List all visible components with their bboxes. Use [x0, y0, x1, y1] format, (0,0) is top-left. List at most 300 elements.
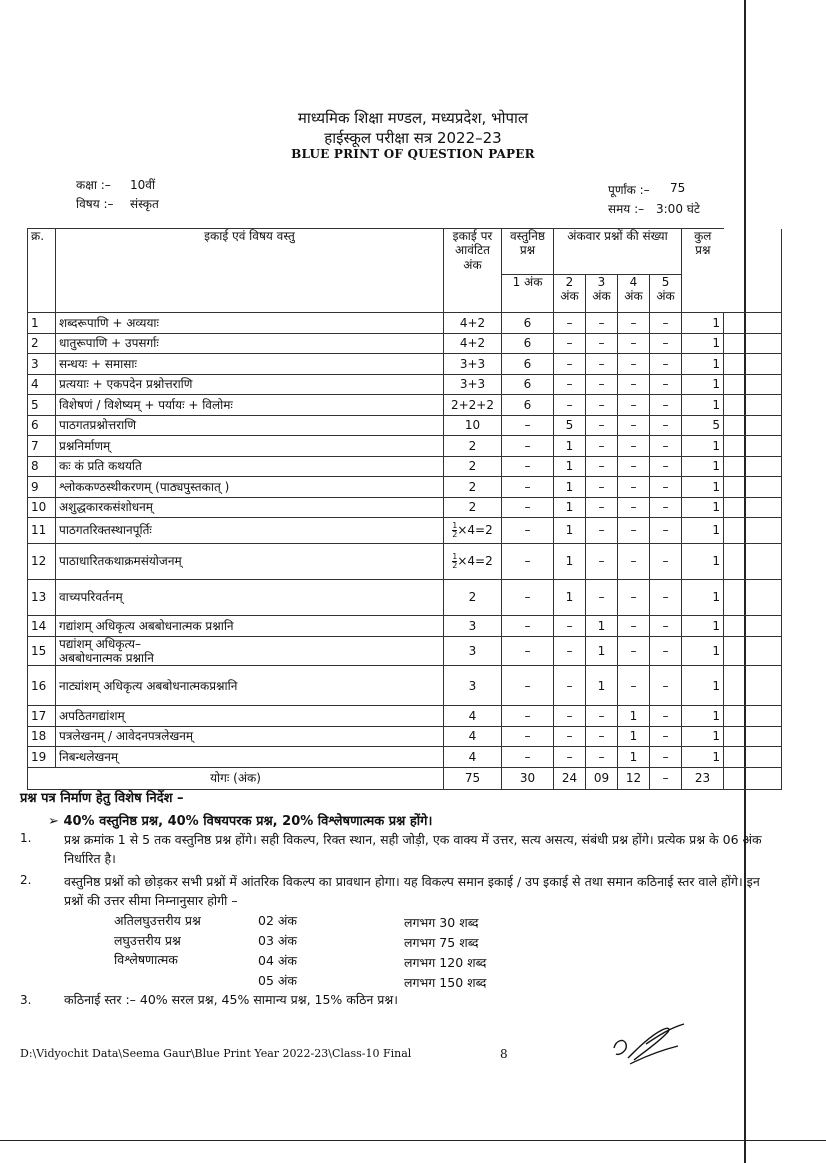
header-unit: इकाई एवं विषय वस्तु: [56, 229, 444, 313]
cell-allotted-marks: [444, 374, 502, 395]
exam-session: हाईस्कूल परीक्षा सत्र 2022–23: [324, 129, 502, 147]
cell-unit: [56, 726, 444, 747]
cell-4mark: –: [618, 354, 650, 375]
cell-objective: –: [502, 436, 554, 457]
cell-3mark: –: [586, 313, 618, 334]
cell-3mark: 1: [586, 616, 618, 637]
cell-allotted-marks: [444, 580, 502, 616]
unit-text: धातुरूपाणि + उपसर्गाः: [59, 336, 159, 351]
cell-4mark: –: [618, 333, 650, 354]
class-value: 10वीं: [130, 178, 156, 192]
cell-total: 1: [682, 636, 724, 666]
header-allotted-marks: इकाई पर आवंटित अंक: [444, 229, 502, 313]
table-row: [28, 333, 782, 354]
cell-unit: [56, 706, 444, 727]
cell-2mark: 1: [554, 518, 586, 544]
time-label: समय :–: [608, 202, 645, 216]
cell-4mark: –: [618, 544, 650, 580]
total-blank: [724, 767, 782, 789]
cell-allotted-marks: [444, 313, 502, 334]
cell-2mark: 1: [554, 456, 586, 477]
unit-text: अपठितगद्यांशम्: [59, 708, 125, 723]
cell-2mark: –: [554, 636, 586, 666]
cell-blank: [724, 415, 782, 436]
time-value: 3:00 घंटे: [656, 202, 700, 216]
cell-blank: [724, 477, 782, 498]
cell-objective: –: [502, 580, 554, 616]
cell-4mark: 1: [618, 747, 650, 768]
allotted-value: 4+2: [459, 315, 486, 330]
cell-blank: [724, 726, 782, 747]
cell-allotted-marks: [444, 706, 502, 727]
cell-3mark: 1: [586, 666, 618, 706]
cell-5mark: –: [650, 395, 682, 416]
cell-unit: [56, 636, 444, 666]
cell-5mark: –: [650, 354, 682, 375]
cell-objective: –: [502, 415, 554, 436]
unit-text: वाच्यपरिवर्तनम्: [59, 590, 123, 605]
unit-text: पाठगतप्रश्नोत्तराणि: [59, 418, 137, 433]
cell-total: 1: [682, 456, 724, 477]
cell-sn: 15: [28, 636, 56, 666]
unit-text: अशुद्धकारकसंशोधनम्: [59, 500, 153, 515]
page-bottom-line: [0, 1140, 826, 1141]
unit-text: पत्रलेखनम् / आवेदनपत्रलेखनम्: [59, 729, 194, 744]
total-2mark: 24: [554, 767, 586, 789]
allotted-value: 3: [468, 678, 477, 693]
cell-total: 1: [682, 726, 724, 747]
cell-total: 1: [682, 436, 724, 457]
cell-sn: 10: [28, 497, 56, 518]
unit-text: प्रत्ययाः + एकपदेन प्रश्नोत्तराणि: [59, 377, 193, 392]
subject-value: संस्कृत: [130, 197, 159, 211]
cell-sn: 4: [28, 374, 56, 395]
cell-sn: 6: [28, 415, 56, 436]
allotted-value: 3+3: [459, 377, 486, 392]
fraction-numerator: 1: [452, 552, 458, 561]
note-3: कठिनाई स्तर :– 40% सरल प्रश्न, 45% सामान्य प्रश्न, 15% कठिन प्रश्न।: [64, 992, 398, 1007]
cell-blank: [724, 456, 782, 477]
cell-3mark: 1: [586, 636, 618, 666]
cell-3mark: –: [586, 374, 618, 395]
cell-blank: [724, 544, 782, 580]
cell-5mark: –: [650, 544, 682, 580]
arrow-bullet-icon: ➢: [48, 814, 59, 829]
header-2mark: 2 अंक: [554, 275, 586, 313]
note-number-1: 1.: [20, 831, 32, 845]
note-number-2: 2.: [20, 873, 32, 887]
cell-4mark: –: [618, 313, 650, 334]
signature: [606, 1014, 696, 1070]
cell-4mark: –: [618, 636, 650, 666]
cell-sn: 12: [28, 544, 56, 580]
cell-total: 1: [682, 354, 724, 375]
fraction-denominator: 2: [452, 561, 458, 570]
allotted-value: 3: [468, 643, 477, 658]
note-2: वस्तुनिष्ठ प्रश्नों को छोड़कर सभी प्रश्नों में आंतरिक विकल्प का प्रावधान होगा। यह विकल्प समान इकाई / उप इकाई से तथा समान कठिनाई स्तर वाले होंगे। इन प्रश्नों की उत्तर सीमा निम्नानुसार होगी –: [64, 874, 760, 908]
cell-total: 1: [682, 666, 724, 706]
cell-sn: 1: [28, 313, 56, 334]
allotted-value: 2: [468, 438, 477, 453]
cell-2mark: –: [554, 313, 586, 334]
cell-unit: [56, 333, 444, 354]
table-row: [28, 518, 782, 544]
cell-unit: [56, 456, 444, 477]
table-row: [28, 436, 782, 457]
allotted-value: 4+2: [459, 336, 486, 351]
cell-unit: [56, 313, 444, 334]
header-objective: वस्तुनिष्ठ प्रश्न: [502, 229, 554, 275]
cell-objective: –: [502, 518, 554, 544]
unit-text: गद्यांशम् अधिकृत्य अबबोधनात्मक प्रश्नानि: [59, 618, 234, 633]
allotted-value: 3: [468, 618, 477, 633]
table-row: [28, 616, 782, 637]
cell-allotted-marks: [444, 544, 502, 580]
cell-blank: [724, 616, 782, 637]
header-5mark: 5 अंक: [650, 275, 682, 313]
cell-4mark: –: [618, 374, 650, 395]
page-number: 8: [500, 1047, 508, 1061]
cell-unit: [56, 580, 444, 616]
cell-sn: 14: [28, 616, 56, 637]
header-markwise: अंकवार प्रश्नों की संख्या: [554, 229, 682, 275]
cell-sn: 9: [28, 477, 56, 498]
cell-objective: –: [502, 666, 554, 706]
class-label: कक्षा :–: [76, 178, 111, 192]
allotted-value: 4: [468, 749, 477, 764]
cell-blank: [724, 636, 782, 666]
cell-2mark: 1: [554, 477, 586, 498]
cell-3mark: –: [586, 518, 618, 544]
cell-unit: [56, 436, 444, 457]
cell-2mark: –: [554, 616, 586, 637]
cell-blank: [724, 497, 782, 518]
cell-3mark: –: [586, 333, 618, 354]
table-row: [28, 726, 782, 747]
table-row: [28, 544, 782, 580]
cell-objective: –: [502, 636, 554, 666]
cell-3mark: –: [586, 726, 618, 747]
cell-total: 1: [682, 333, 724, 354]
cell-4mark: –: [618, 580, 650, 616]
unit-text: श्लोककण्ठस्थीकरणम् (पाठ्यपुस्तकात् ): [59, 479, 230, 494]
cell-allotted-marks: [444, 477, 502, 498]
cell-unit: [56, 415, 444, 436]
cell-4mark: –: [618, 436, 650, 457]
cell-5mark: –: [650, 313, 682, 334]
cell-2mark: 1: [554, 497, 586, 518]
table-row: [28, 374, 782, 395]
cell-allotted-marks: [444, 395, 502, 416]
allotted-value: ×4=2: [457, 523, 493, 537]
cell-5mark: –: [650, 706, 682, 727]
cell-unit: [56, 616, 444, 637]
note-1: प्रश्न क्रमांक 1 से 5 तक वस्तुनिष्ठ प्रश्न होंगे। सही विकल्प, रिक्त स्थान, सही जोड़ी, एक वाक्य में उत्तर, सत्य असत्य, संबंधी प्रश्न होंगे। प्रत्येक प्रश्न के 06 अंक निर्धारित है।: [64, 832, 762, 866]
cell-allotted-marks: [444, 415, 502, 436]
cell-sn: 3: [28, 354, 56, 375]
table-row: [28, 395, 782, 416]
cell-total: 1: [682, 518, 724, 544]
cell-4mark: –: [618, 497, 650, 518]
cell-2mark: 5: [554, 415, 586, 436]
cell-unit: [56, 477, 444, 498]
cell-3mark: –: [586, 415, 618, 436]
cell-3mark: –: [586, 456, 618, 477]
instructions-title: प्रश्न पत्र निर्माण हेतु विशेष निर्देश –: [20, 791, 184, 806]
cell-total: 1: [682, 544, 724, 580]
unit-text: पाठगतरिक्तस्थानपूर्तिः: [59, 523, 152, 538]
table-row: [28, 313, 782, 334]
table-row: [28, 415, 782, 436]
cell-2mark: –: [554, 354, 586, 375]
allotted-value: 2: [468, 590, 477, 605]
answer-type: विश्लेषणात्मक: [114, 952, 178, 967]
cell-sn: 7: [28, 436, 56, 457]
cell-sn: 5: [28, 395, 56, 416]
allotted-value: 10: [464, 418, 481, 433]
cell-5mark: –: [650, 616, 682, 637]
cell-allotted-marks: [444, 456, 502, 477]
cell-allotted-marks: [444, 616, 502, 637]
cell-2mark: 1: [554, 580, 586, 616]
subject-label: विषय :–: [76, 197, 114, 211]
answer-marks: 04 अंक: [258, 953, 298, 968]
cell-sn: 18: [28, 726, 56, 747]
total-allotted: 75: [444, 767, 502, 789]
cell-unit: [56, 666, 444, 706]
cell-unit: [56, 374, 444, 395]
cell-2mark: –: [554, 374, 586, 395]
unit-text: विशेषणं / विशेष्यम् + पर्यायः + विलोमः: [59, 397, 233, 412]
cell-3mark: –: [586, 497, 618, 518]
cell-5mark: –: [650, 497, 682, 518]
fraction-numerator: 1: [452, 521, 458, 530]
cell-2mark: 1: [554, 436, 586, 457]
cell-3mark: –: [586, 747, 618, 768]
cell-5mark: –: [650, 666, 682, 706]
cell-allotted-marks: [444, 666, 502, 706]
allotted-value: 3+3: [459, 356, 486, 371]
cell-blank: [724, 706, 782, 727]
allotted-value: 2+2+2: [450, 397, 494, 412]
cell-total: 5: [682, 415, 724, 436]
cell-5mark: –: [650, 456, 682, 477]
table-row: [28, 354, 782, 375]
cell-total: 1: [682, 395, 724, 416]
cell-2mark: –: [554, 395, 586, 416]
file-path: D:\Vidyochit Data\Seema Gaur\Blue Print Year 2022-23\Class-10 Final: [20, 1047, 412, 1060]
answer-type: लघुउत्तरीय प्रश्न: [114, 933, 181, 948]
allotted-value: ×4=2: [457, 554, 493, 568]
cell-5mark: –: [650, 636, 682, 666]
cell-5mark: –: [650, 726, 682, 747]
cell-4mark: 1: [618, 726, 650, 747]
blueprint-table: [27, 228, 782, 790]
cell-2mark: –: [554, 726, 586, 747]
unit-text: सन्धयः + समासाः: [59, 356, 137, 371]
cell-allotted-marks: [444, 726, 502, 747]
total-label: योगः (अंक): [28, 767, 444, 789]
cell-blank: [724, 374, 782, 395]
cell-4mark: –: [618, 616, 650, 637]
header-total: कुल प्रश्न: [682, 229, 724, 313]
cell-blank: [724, 518, 782, 544]
cell-allotted-marks: [444, 518, 502, 544]
cell-5mark: –: [650, 415, 682, 436]
cell-objective: –: [502, 456, 554, 477]
cell-objective: 6: [502, 313, 554, 334]
cell-objective: –: [502, 706, 554, 727]
total-questions: 23: [682, 767, 724, 789]
cell-5mark: –: [650, 580, 682, 616]
cell-blank: [724, 333, 782, 354]
cell-sn: 11: [28, 518, 56, 544]
cell-3mark: –: [586, 477, 618, 498]
total-objective: 30: [502, 767, 554, 789]
cell-4mark: –: [618, 518, 650, 544]
bullet-text: 40% वस्तुनिष्ठ प्रश्न, 40% विषयपरक प्रश्न, 20% विश्लेषणात्मक प्रश्न होंगे।: [63, 814, 433, 829]
cell-objective: 6: [502, 395, 554, 416]
header-3mark: 3 अंक: [586, 275, 618, 313]
cell-allotted-marks: [444, 497, 502, 518]
cell-total: 1: [682, 477, 724, 498]
table-row: [28, 477, 782, 498]
total-3mark: 09: [586, 767, 618, 789]
header-blank: [724, 229, 782, 313]
cell-objective: –: [502, 747, 554, 768]
header-sn: क्र.: [28, 229, 56, 313]
cell-total: 1: [682, 706, 724, 727]
header-objective-1mark: 1 अंक: [502, 275, 554, 313]
cell-allotted-marks: [444, 354, 502, 375]
cell-total: 1: [682, 616, 724, 637]
total-5mark: –: [650, 767, 682, 789]
cell-allotted-marks: [444, 436, 502, 457]
cell-2mark: –: [554, 333, 586, 354]
cell-unit: [56, 544, 444, 580]
cell-blank: [724, 580, 782, 616]
cell-3mark: –: [586, 706, 618, 727]
unit-text: पद्यांशम् अधिकृत्य–: [59, 636, 141, 651]
table-row: [28, 456, 782, 477]
allotted-value: 2: [468, 459, 477, 474]
cell-sn: 17: [28, 706, 56, 727]
cell-2mark: –: [554, 706, 586, 727]
cell-blank: [724, 354, 782, 375]
cell-unit: [56, 497, 444, 518]
cell-3mark: –: [586, 580, 618, 616]
cell-2mark: 1: [554, 544, 586, 580]
cell-sn: 8: [28, 456, 56, 477]
cell-total: 1: [682, 497, 724, 518]
header-4mark: 4 अंक: [618, 275, 650, 313]
cell-3mark: –: [586, 436, 618, 457]
allotted-value: 4: [468, 729, 477, 744]
full-marks-value: 75: [670, 181, 686, 195]
cell-sn: 19: [28, 747, 56, 768]
cell-5mark: –: [650, 477, 682, 498]
cell-allotted-marks: [444, 747, 502, 768]
table-row: [28, 636, 782, 666]
cell-total: 1: [682, 580, 724, 616]
total-row: [28, 767, 782, 789]
unit-text: शब्दरूपाणि + अव्ययाः: [59, 315, 159, 330]
cell-4mark: 1: [618, 706, 650, 727]
cell-4mark: –: [618, 415, 650, 436]
cell-total: 1: [682, 313, 724, 334]
cell-blank: [724, 666, 782, 706]
allotted-value: 4: [468, 708, 477, 723]
board-name: माध्यमिक शिक्षा मण्डल, मध्यप्रदेश, भोपाल: [297, 109, 529, 127]
answer-limit: लगभग 30 शब्द: [404, 915, 479, 930]
cell-3mark: –: [586, 354, 618, 375]
cell-2mark: –: [554, 747, 586, 768]
cell-unit: [56, 354, 444, 375]
answer-marks: 05 अंक: [258, 973, 298, 988]
cell-blank: [724, 747, 782, 768]
table-row: [28, 497, 782, 518]
cell-allotted-marks: [444, 333, 502, 354]
document-title: BLUE PRINT OF QUESTION PAPER: [291, 147, 535, 161]
cell-5mark: –: [650, 747, 682, 768]
cell-objective: –: [502, 726, 554, 747]
cell-blank: [724, 395, 782, 416]
cell-3mark: –: [586, 395, 618, 416]
cell-objective: 6: [502, 354, 554, 375]
cell-objective: –: [502, 544, 554, 580]
cell-objective: –: [502, 616, 554, 637]
cell-4mark: –: [618, 395, 650, 416]
fraction-denominator: 2: [452, 530, 458, 539]
unit-text: कः कं प्रति कथयति: [59, 459, 142, 474]
cell-4mark: –: [618, 666, 650, 706]
cell-sn: 2: [28, 333, 56, 354]
cell-unit: [56, 747, 444, 768]
allotted-value: 2: [468, 500, 477, 515]
cell-5mark: –: [650, 518, 682, 544]
cell-total: 1: [682, 747, 724, 768]
answer-marks: 02 अंक: [258, 913, 298, 928]
unit-text: पाठाधारितकथाक्रमसंयोजनम्: [59, 554, 182, 569]
unit-text: प्रश्ननिर्माणम्: [59, 438, 111, 453]
cell-objective: –: [502, 477, 554, 498]
cell-4mark: –: [618, 477, 650, 498]
table-row: [28, 747, 782, 768]
note-number-3: 3.: [20, 993, 32, 1007]
cell-unit: [56, 395, 444, 416]
cell-unit: [56, 518, 444, 544]
cell-blank: [724, 436, 782, 457]
answer-type: अतिलघुउत्तरीय प्रश्न: [114, 913, 201, 928]
instructions-bullet: [48, 811, 432, 829]
answer-limit: लगभग 120 शब्द: [404, 955, 487, 970]
total-4mark: 12: [618, 767, 650, 789]
allotted-value: 2: [468, 479, 477, 494]
unit-text: निबन्धलेखनम्: [59, 749, 119, 764]
cell-5mark: –: [650, 374, 682, 395]
cell-5mark: –: [650, 333, 682, 354]
cell-blank: [724, 313, 782, 334]
cell-sn: 16: [28, 666, 56, 706]
answer-marks: 03 अंक: [258, 933, 298, 948]
full-marks-label: पूर्णांक :–: [608, 183, 650, 197]
cell-sn: 13: [28, 580, 56, 616]
cell-5mark: –: [650, 436, 682, 457]
cell-total: 1: [682, 374, 724, 395]
answer-limit: लगभग 150 शब्द: [404, 975, 487, 990]
cell-2mark: –: [554, 666, 586, 706]
table-row: [28, 666, 782, 706]
